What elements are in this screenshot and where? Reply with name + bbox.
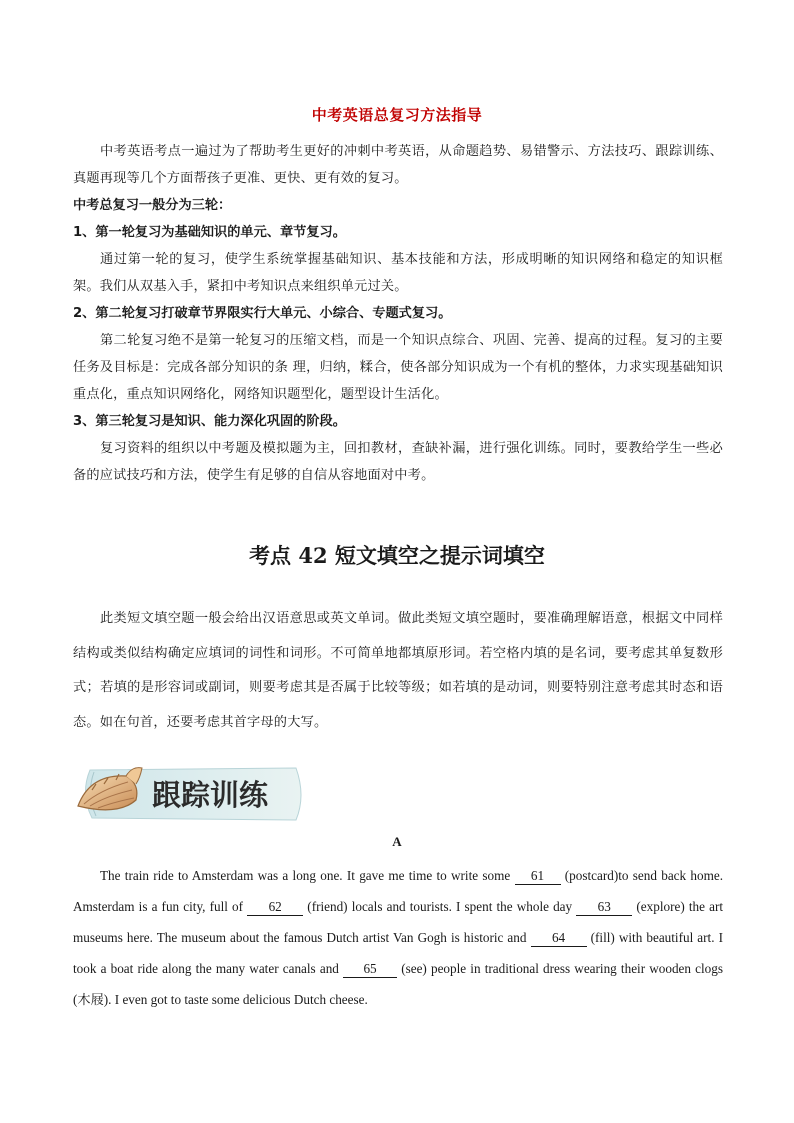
- section-intro: 此类短文填空题一般会给出汉语意思或英文单词。做此类短文填空题时，要准确理解语意，根据文中同样结构或类似结构确定应填词的词性和词形。不可简单地都填原形词。若空格内填的是名词，要考虑其单复数形式；若填的是形容词或副词，则要考虑其是否属于比较等级；如若填的是动词，则要特别注意考虑其时态和语态。如在句首，还要考虑其首字母的大写。: [73, 611, 723, 730]
- blank-64[interactable]: 64: [531, 930, 587, 947]
- passage-letter: A: [392, 834, 402, 849]
- round3-heading: 3、第三轮复习是知识、能力深化巩固的阶段。: [73, 414, 346, 429]
- section-title: 考点 42 短文填空之提示词填空: [249, 543, 545, 568]
- blank-61[interactable]: 61: [515, 868, 561, 885]
- rounds-heading: 中考总复习一般分为三轮：: [73, 198, 232, 213]
- guide-title: 中考英语总复习方法指导: [311, 106, 483, 124]
- passage-segment: (fill) with beautiful art. I took a boat ride along the many water canals and: [73, 930, 723, 976]
- guide-intro: 中考英语考点一遍过为了帮助考生更好的冲刺中考英语，从命题趋势、易错警示、方法技巧、跟踪训练、真题再现等几个方面帮孩子更准、更快、更有效的复习。: [73, 144, 723, 186]
- blank-63[interactable]: 63: [576, 899, 632, 916]
- blank-62[interactable]: 62: [247, 899, 303, 916]
- tracking-practice-banner: [70, 760, 310, 828]
- round2-heading: 2、第二轮复习打破章节界限实行大单元、小综合、专题式复习。: [73, 306, 452, 321]
- passage-segment: (explore) the art museums here. The museum about the famous Dutch artist Van Gogh is historic and: [73, 899, 723, 945]
- round1-heading: 1、第一轮复习为基础知识的单元、章节复习。: [73, 225, 346, 240]
- round1-text: 通过第一轮的复习，使学生系统掌握基础知识、基本技能和方法，形成明晰的知识网络和稳定的知识框架。我们从双基入手，紧扣中考知识点来组织单元过关。: [73, 252, 723, 294]
- round2-text: 第二轮复习绝不是第一轮复习的压缩文档，而是一个知识点综合、巩固、完善、提高的过程。复习的主要任务及目标是：完成各部分知识的条 理，归纳，糅合，使各部分知识成为一个有机的整体，力求实现基础知识重点化，重点知识网络化，网络知识题型化，题型设计生活化。: [73, 333, 723, 402]
- blank-65[interactable]: 65: [343, 961, 397, 978]
- passage-segment: (postcard)to send back home. Amsterdam is a fun city, full of: [73, 868, 723, 914]
- passage-segment: The train ride to Amsterdam was a long one. It gave me time to write some: [100, 868, 515, 883]
- passage-segment: (friend) locals and tourists. I spent the whole day: [303, 899, 577, 914]
- passage-text: [73, 860, 723, 1015]
- banner-label: 跟踪训练: [152, 778, 269, 812]
- passage-segment: (see) people in traditional dress wearing their wooden clogs (木屐). I even got to taste some delicious Dutch cheese.: [73, 961, 723, 1007]
- round3-text: 复习资料的组织以中考题及模拟题为主，回扣教材，查缺补漏，进行强化训练。同时，要教给学生一些必备的应试技巧和方法，使学生有足够的自信从容地面对中考。: [73, 441, 723, 483]
